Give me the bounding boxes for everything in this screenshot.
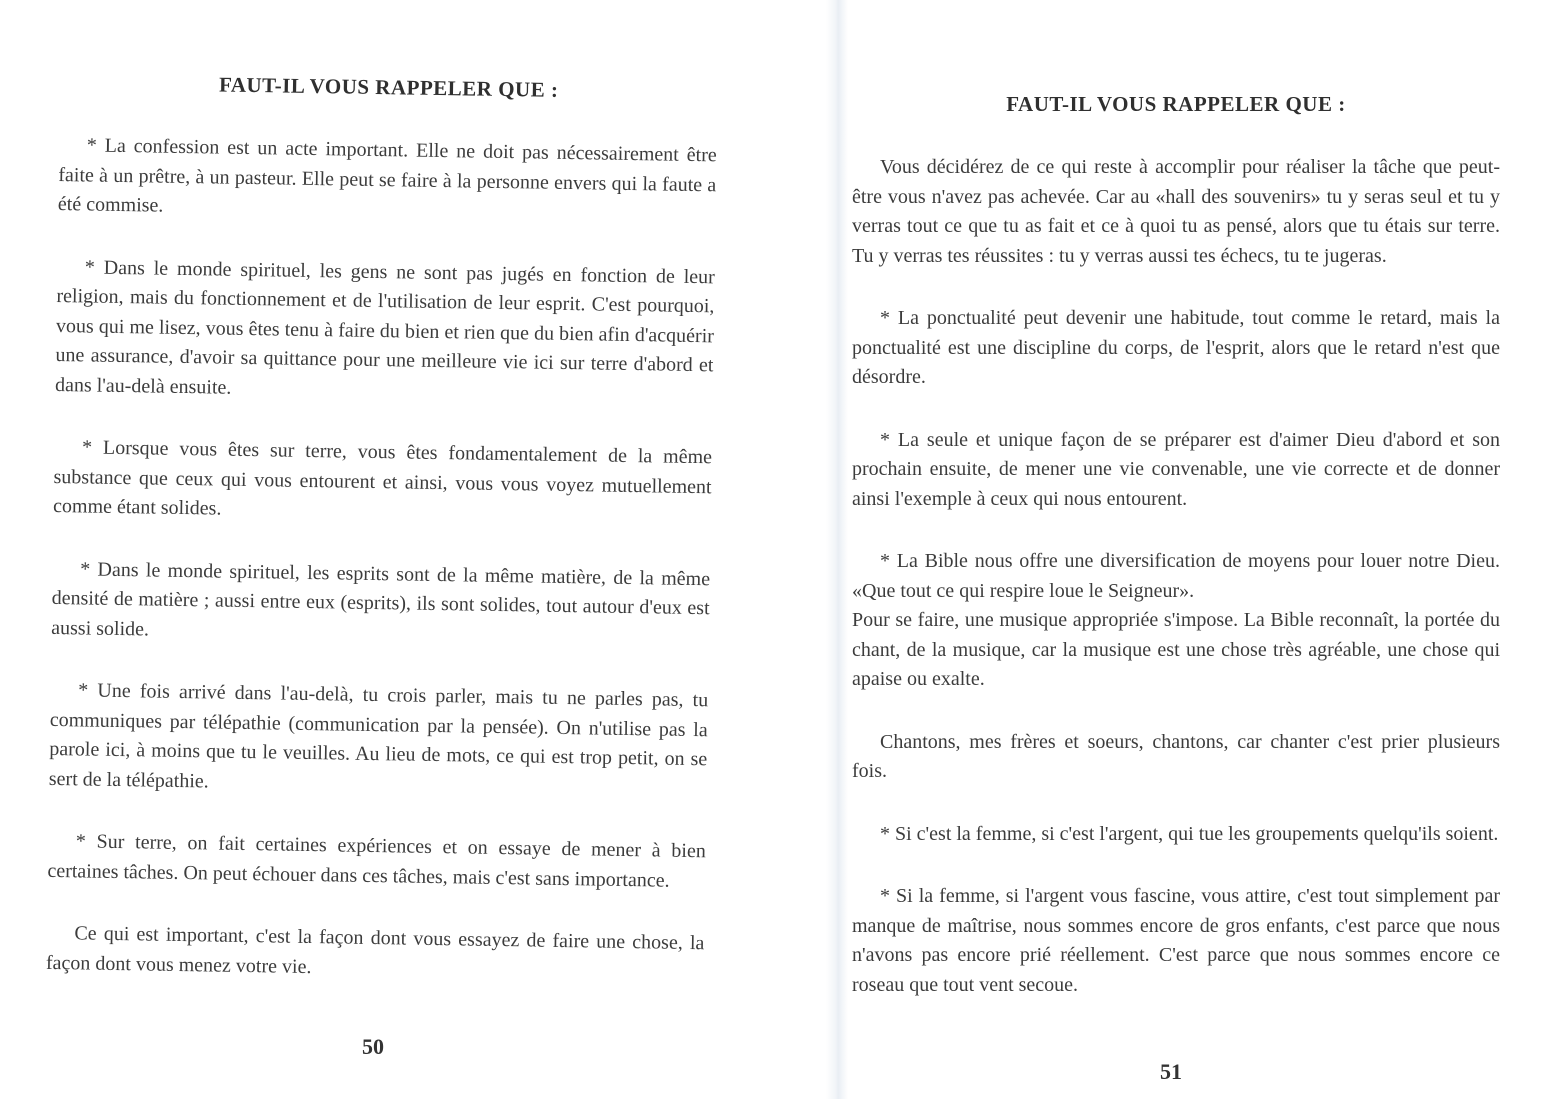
right-paragraph-hall-of-memories: Vous décidérez de ce qui reste à accomplir pour réaliser la tâche que peut-être vous n'avez pas achevée. Car au «hall des souvenirs» tu y seras seul et tu y verras tout ce que tu as fait et ce à quoi tu as pensé, alors que tu étais sur terre. Tu y verras tes réussites : tu y verras aussi tes échecs, tu te jugeras. [852, 156, 1500, 267]
left-paragraph-important: Ce qui est important, c'est la façon dont vous essayez de faire une chose, la façon dont vous menez votre vie. [45, 922, 705, 978]
left-page-heading: FAUT-IL VOUS RAPPELER QUE : [218, 72, 559, 102]
right-page [848, 0, 1550, 1099]
right-paragraph-music: Pour se faire, une musique appropriée s'impose. La Bible reconnaît, la portée du chant, de la musique, car la musique est une chose très agréable, une chose qui apaise ou exalte. [852, 609, 1500, 690]
right-page-heading: FAUT-IL VOUS RAPPELER QUE : [1006, 92, 1346, 116]
left-paragraph-on-earth: * Lorsque vous êtes sur terre, vous êtes fondamentalement de la même substance que ceux qui vous entourent et ainsi, vous vous voyez mutuellement comme étant solides. [52, 436, 713, 520]
left-paragraph-confession: * La confession est un acte important. Elle ne doit pas nécessairement être faite à un prêtre, à un pasteur. Elle peut se faire à la personne envers qui la faute a été commise. [57, 134, 717, 217]
left-text-block [45, 70, 718, 1021]
right-page-number: 51 [1160, 1059, 1182, 1084]
left-paragraph-telepathy: * Une fois arrivé dans l'au-delà, tu crois parler, mais tu ne parles pas, tu communiques par télépathie (communication par la pensée). On n'utilise pas la parole ici, à moins que tu le veuilles. Au lieu de mots, ce qui est trop petit, on se sert de la télépathie. [48, 679, 709, 792]
right-text-block [852, 92, 1500, 1033]
right-paragraph-bible: * La Bible nous offre une diversification de moyens pour louer notre Dieu. «Que tout ce qui respire loue le Seigneur». [852, 550, 1500, 602]
right-paragraph-sing: Chantons, mes frères et soeurs, chantons, car chanter c'est prier plusieurs fois. [852, 730, 1500, 782]
left-paragraph-spirits-matter: * Dans le monde spirituel, les esprits sont de la même matière, de la même densité de matière ; aussi entre eux (esprits), ils sont solides, tout autour d'eux est aussi solide. [51, 557, 711, 640]
right-paragraph-punctuality: * La ponctualité peut devenir une habitude, tout comme le retard, mais la ponctualité est une discipline du corps, de l'esprit, alors que le retard n'est que désordre. [852, 307, 1500, 388]
book-gutter [826, 0, 848, 1099]
right-paragraph-fascination: * Si la femme, si l'argent vous fascine, vous attire, c'est tout simplement par manque de maîtrise, nous sommes encore de gros enfants, c'est parce que nous n'avons pas encore prié réellement. C'est parce que nous sommes encore ce roseau que tout vent secoue. [852, 885, 1500, 996]
right-paragraph-woman-money: * Si c'est la femme, si c'est l'argent, qui tue les groupements quelqu'ils soient. [880, 822, 1499, 845]
right-paragraph-love-god: * La seule et unique façon de se préparer est d'aimer Dieu d'abord et son prochain ensuite, de mener une vie convenable, une vie correcte et de donner ainsi l'exemple à ceux qui nous entourent. [852, 428, 1500, 510]
left-page-number: 50 [362, 1034, 384, 1059]
left-paragraph-spiritual-world: * Dans le monde spirituel, les gens ne sont pas jugés en fonction de leur religion, mais du fonctionnement et de l'utilisation de leur esprit. C'est pourquoi, vous qui me lisez, vous êtes tenu à faire du bien et rien que du bien afin d'acquérir une assurance, d'avoir sa quittance pour une meilleure vie ici sur terre d'abord et dans l'au-delà ensuite. [54, 255, 716, 399]
left-paragraph-experiences: * Sur terre, on fait certaines expériences et on essaye de mener à bien certaines tâches. On peut échouer dans ces tâches, mais c'est sans importance. [47, 830, 706, 892]
